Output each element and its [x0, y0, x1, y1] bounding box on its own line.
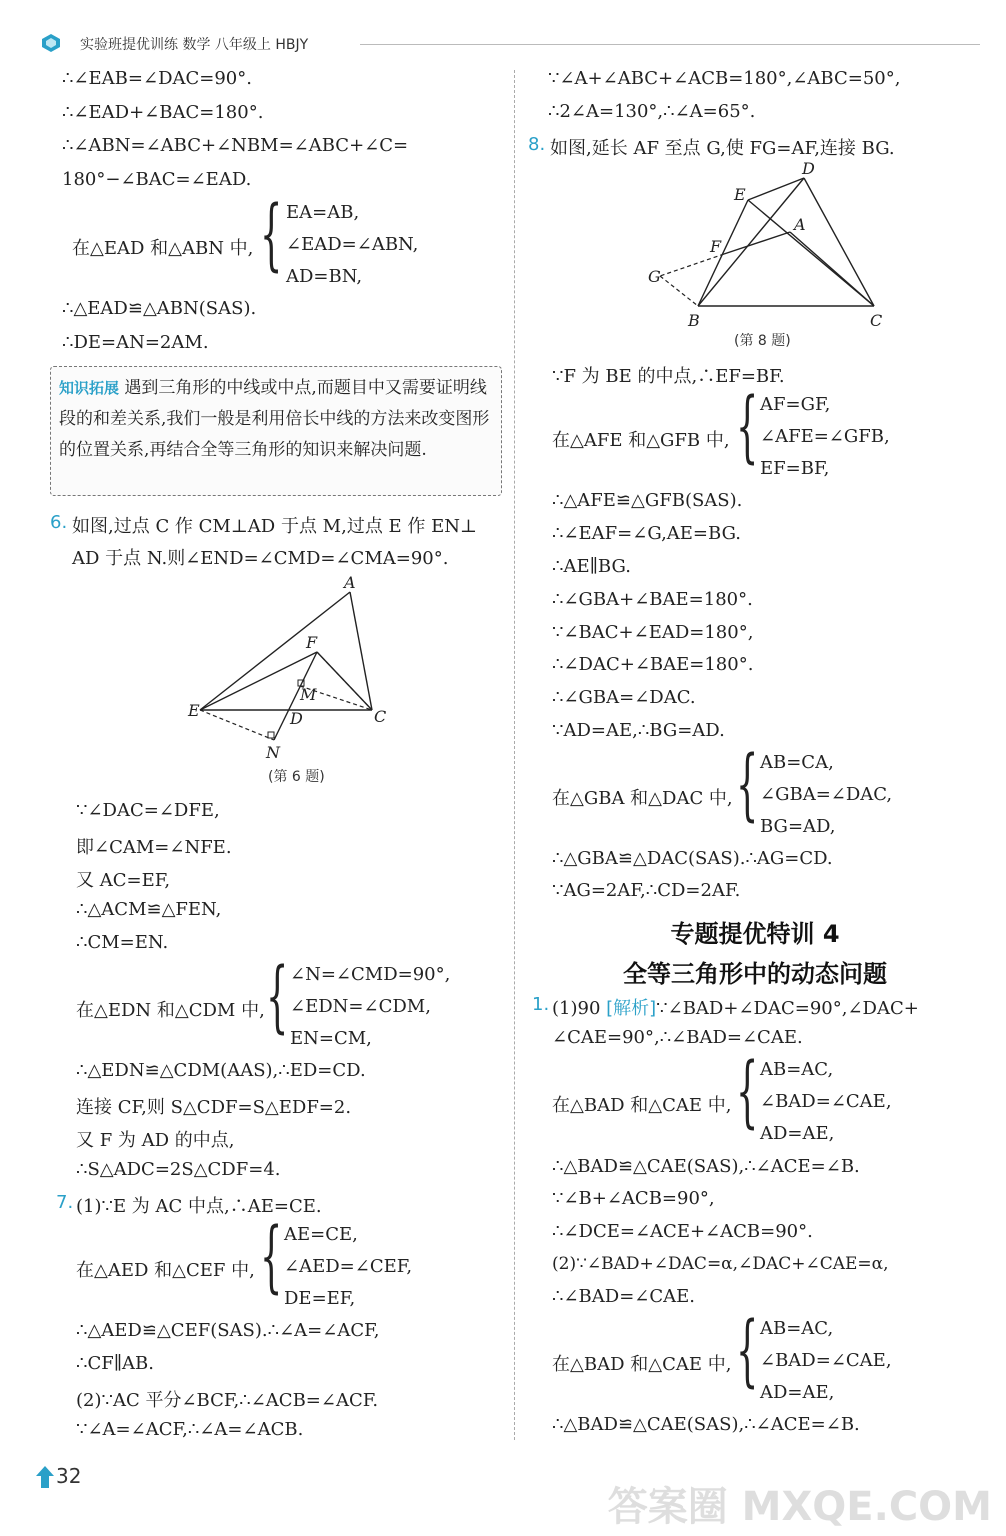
condition-item: ∠GBA=∠DAC, [760, 784, 893, 805]
fig8-label-g: G [648, 267, 661, 286]
fig6-label-e: E [188, 701, 200, 720]
condition-intro: 在△AFE 和△GFB 中, [552, 430, 730, 451]
condition-item: AB=AC, [760, 1059, 834, 1080]
condition-item: AE=CE, [284, 1224, 358, 1245]
condition-item: BG=AD, [760, 816, 836, 837]
condition-intro: 在△BAD 和△CAE 中, [552, 1095, 732, 1116]
text-line: ∵∠BAC+∠EAD=180°, [552, 622, 754, 643]
text-line: ∵∠DAC=∠DFE, [76, 800, 220, 821]
text-line: ∴△EDN≌△CDM(AAS),∴ED=CD. [76, 1060, 366, 1081]
text-line: ∴∠EAD+∠BAC=180°. [62, 102, 264, 123]
text-line: ∴△GBA≌△DAC(SAS).∴AG=CD. [552, 848, 833, 869]
fig6-label-a: A [344, 573, 356, 592]
text-line: ∴∠GBA+∠BAE=180°. [552, 589, 753, 610]
fig8-label-d: D [802, 160, 815, 178]
text-line: ∴△BAD≌△CAE(SAS),∴∠ACE=∠B. [552, 1414, 860, 1435]
fig6-label-d: D [290, 709, 303, 728]
condition-item: AF=GF, [760, 394, 831, 415]
text-line: 即∠CAM=∠NFE. [76, 837, 232, 858]
book-title: 实验班提优训练 数学 八年级上 HBJY [80, 37, 309, 53]
text-line: 如图,延长 AF 至点 G,使 FG=AF,连接 BG. [550, 138, 895, 159]
text-line: ∴△AED≌△CEF(SAS).∴∠A=∠ACF, [76, 1320, 380, 1341]
section-title: 专题提优特训 4 [670, 920, 840, 948]
knowledge-content: 遇到三角形的中线或中点,而题目中又需要证明线段的和差关系,我们一般是利用倍长中线的方法来改变图形的位置关系,再结合全等三角形的知识来解决问题. [59, 378, 490, 460]
text-line: ∴△EAD≌△ABN(SAS). [62, 298, 257, 319]
question-number: 6. [50, 512, 68, 533]
condition-item: EA=AB, [286, 202, 360, 223]
figure-8 [640, 160, 900, 330]
text-line: ∴△BAD≌△CAE(SAS),∴∠ACE=∠B. [552, 1156, 860, 1177]
logo-icon [40, 32, 62, 54]
condition-item: EF=BF, [760, 458, 830, 479]
fig8-caption: (第 8 题) [734, 333, 791, 349]
header-rule [360, 44, 980, 45]
analysis-tag: [解析] [606, 998, 657, 1019]
fig8-label-a: A [794, 215, 806, 234]
condition-intro: 在△GBA 和△DAC 中, [552, 788, 733, 809]
text-line: ∴△ACM≌△FEN, [76, 899, 222, 920]
brace-icon: { [736, 740, 759, 830]
page-number: 32 [56, 1464, 82, 1488]
brace-icon: { [266, 952, 289, 1042]
text-line: ∵∠A+∠ABC+∠ACB=180°,∠ABC=50°, [548, 68, 901, 89]
page-number-badge [34, 1462, 92, 1492]
text-line: ∴∠DAC+∠BAE=180°. [552, 654, 754, 675]
text-line: ∠CAE=90°,∴∠BAD=∠CAE. [552, 1027, 803, 1048]
text-line: (2)∵∠BAD+∠DAC=α,∠DAC+∠CAE=α, [552, 1254, 889, 1274]
condition-item: AD=BN, [286, 266, 363, 287]
condition-item: ∠N=∠CMD=90°, [290, 964, 451, 985]
brace-icon: { [736, 1306, 759, 1396]
text-line: ∴∠EAF=∠G,AE=BG. [552, 523, 742, 544]
question-number: 8. [528, 134, 546, 155]
text-line: 如图,过点 C 作 CM⊥AD 于点 M,过点 E 作 EN⊥ [72, 516, 477, 537]
knowledge-tag: 知识拓展 [59, 379, 120, 397]
fig6-caption: (第 6 题) [268, 769, 325, 785]
column-divider [514, 70, 515, 1440]
text-line: ∴∠BAD=∠CAE. [552, 1286, 695, 1307]
text-line: 又 F 为 AD 的中点, [76, 1130, 235, 1151]
condition-item: ∠AFE=∠GFB, [760, 426, 890, 447]
condition-item: ∠EDN=∠CDM, [290, 996, 431, 1017]
text-line: ∴S△ADC=2S△CDF=4. [76, 1159, 281, 1180]
condition-item: AB=CA, [760, 752, 834, 773]
condition-item: AD=AE, [760, 1382, 835, 1403]
text-line: ∴∠EAB=∠DAC=90°. [62, 68, 252, 89]
text-line: ∴CM=EN. [76, 932, 169, 953]
brace-icon: { [260, 1212, 283, 1302]
text-line: ∴AE∥BG. [552, 556, 631, 577]
page-header [40, 32, 980, 56]
text-line: ∵F 为 BE 的中点,∴EF=BF. [552, 366, 785, 387]
condition-item: ∠EAD=∠ABN, [286, 234, 419, 255]
text-line: ∵AG=2AF,∴CD=2AF. [552, 880, 741, 901]
fig8-label-b: B [688, 311, 700, 330]
text-line: AD 于点 N.则∠END=∠CMD=∠CMA=90°. [72, 548, 449, 569]
answer-value: (1)90 [552, 998, 607, 1019]
text-line: ∴∠ABN=∠ABC+∠NBM=∠ABC+∠C= [62, 135, 409, 156]
condition-intro: 在△AED 和△CEF 中, [76, 1260, 255, 1281]
text-line: ∵AD=AE,∴BG=AD. [552, 720, 725, 741]
condition-intro: 在△EAD 和△ABN 中, [72, 238, 254, 259]
figure-6 [180, 572, 410, 772]
text-line: 连接 CF,则 S△CDF=S△EDF=2. [76, 1097, 352, 1118]
text-line: ∵∠A=∠ACF,∴∠A=∠ACB. [76, 1419, 304, 1440]
text-line: ∵∠B+∠ACB=90°, [552, 1188, 715, 1209]
condition-item: EN=CM, [290, 1028, 372, 1049]
knowledge-box [50, 366, 502, 496]
brace-icon: { [736, 382, 759, 472]
page-arrow-icon [34, 1464, 56, 1490]
condition-item: AD=AE, [760, 1123, 835, 1144]
brace-icon: { [736, 1047, 759, 1137]
condition-item: AB=AC, [760, 1318, 834, 1339]
text-line: 又 AC=EF, [76, 870, 171, 891]
question-number: 1. [532, 994, 550, 1015]
text-line: (2)∵AC 平分∠BCF,∴∠ACB=∠ACF. [76, 1390, 379, 1411]
text-line: ∴∠GBA=∠DAC. [552, 687, 696, 708]
text-line: 180°−∠BAC=∠EAD. [62, 169, 252, 190]
fig6-label-c: C [374, 707, 387, 726]
text-line: ∴2∠A=130°,∴∠A=65°. [548, 101, 756, 122]
fig8-label-e: E [734, 185, 746, 204]
text-line: (1)∵E 为 AC 中点,∴AE=CE. [76, 1196, 322, 1217]
fig6-label-m: M [300, 685, 317, 704]
text-line: ∴△AFE≌△GFB(SAS). [552, 490, 743, 511]
condition-item: ∠AED=∠CEF, [284, 1256, 413, 1277]
text-line: ∴DE=AN=2AM. [62, 332, 209, 353]
fig8-label-c: C [870, 311, 883, 330]
section-subtitle: 全等三角形中的动态问题 [623, 960, 887, 988]
fig6-label-n: N [266, 743, 280, 762]
condition-item: ∠BAD=∠CAE, [760, 1350, 892, 1371]
condition-item: DE=EF, [284, 1288, 356, 1309]
condition-intro: 在△EDN 和△CDM 中, [76, 1000, 265, 1021]
brace-icon: { [260, 190, 283, 280]
question-number: 7. [56, 1192, 74, 1213]
analysis-text: ∵∠BAD+∠DAC=90°,∠DAC+ [656, 998, 919, 1019]
knowledge-text [59, 373, 493, 466]
text-line: ∴CF∥AB. [76, 1353, 154, 1374]
condition-item: ∠BAD=∠CAE, [760, 1091, 892, 1112]
fig6-label-f: F [306, 633, 318, 652]
fig8-label-f: F [710, 237, 722, 256]
text-line: ∴∠DCE=∠ACE+∠ACB=90°. [552, 1221, 813, 1242]
text-line [552, 994, 919, 1020]
watermark: 答案圈 MXQE.COM [607, 1484, 992, 1530]
condition-intro: 在△BAD 和△CAE 中, [552, 1354, 732, 1375]
